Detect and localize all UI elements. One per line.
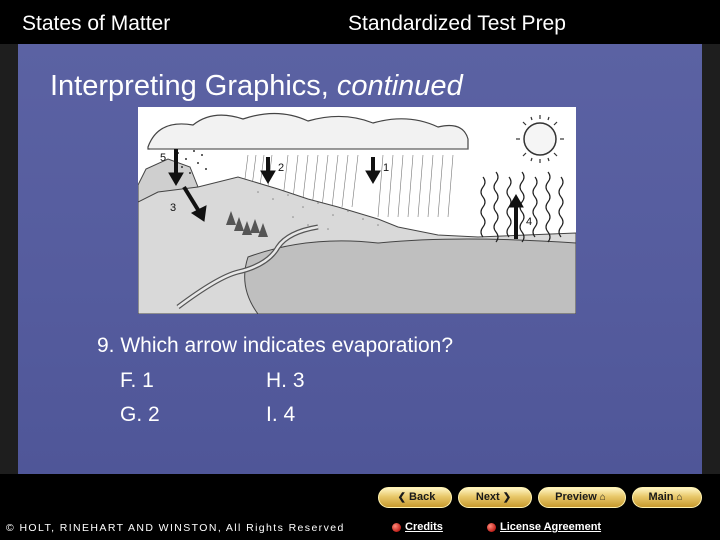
- copyright-text: © HOLT, RINEHART AND WINSTON, All Rights Reserved: [6, 522, 345, 534]
- main-label: Main: [648, 491, 674, 503]
- credits-link[interactable]: Credits: [405, 521, 443, 533]
- figure-label-3: 3: [170, 202, 177, 214]
- back-button[interactable]: [378, 487, 452, 508]
- figure-label-2: 2: [278, 162, 285, 174]
- water-body: [245, 239, 576, 314]
- home-icon: ⌂: [676, 492, 683, 503]
- figure-label-5: 5: [160, 152, 167, 164]
- question-text: 9. Which arrow indicates evaporation?: [97, 334, 454, 357]
- choice-f: F. 1: [120, 369, 154, 392]
- figure-label-1: 1: [383, 162, 390, 174]
- license-agreement-link[interactable]: License Agreement: [500, 521, 602, 533]
- slide-title: [50, 70, 463, 103]
- next-button[interactable]: [458, 487, 532, 508]
- choice-h: H. 3: [266, 369, 305, 392]
- cloud-bank: [148, 113, 468, 149]
- choice-g: G. 2: [120, 403, 160, 426]
- license-bullet-icon: [487, 523, 496, 532]
- figure-label-4: 4: [526, 216, 533, 228]
- water-cycle-diagram: [138, 107, 576, 314]
- slide-title-italic: continued: [336, 70, 463, 102]
- next-label: Next: [475, 491, 500, 503]
- water-cycle-illustration: [138, 107, 576, 314]
- chapter-title: States of Matter: [22, 12, 171, 35]
- header-bar: [0, 0, 720, 44]
- chevron-left-icon: ❮: [397, 492, 407, 503]
- main-button[interactable]: [632, 487, 702, 508]
- credits-bullet-icon: [392, 523, 401, 532]
- arrow-2-head: [261, 171, 275, 183]
- preview-label: Preview: [555, 491, 597, 503]
- slide-title-main: Interpreting Graphics,: [50, 70, 329, 102]
- choice-i: I. 4: [266, 403, 296, 426]
- chevron-right-icon: ❯: [502, 492, 512, 503]
- back-label: Back: [409, 491, 436, 503]
- home-icon: ⌂: [599, 492, 606, 503]
- arrow-1-head: [366, 171, 380, 183]
- sun-icon: [516, 115, 564, 163]
- section-title: Standardized Test Prep: [348, 12, 566, 35]
- preview-button[interactable]: [538, 487, 626, 508]
